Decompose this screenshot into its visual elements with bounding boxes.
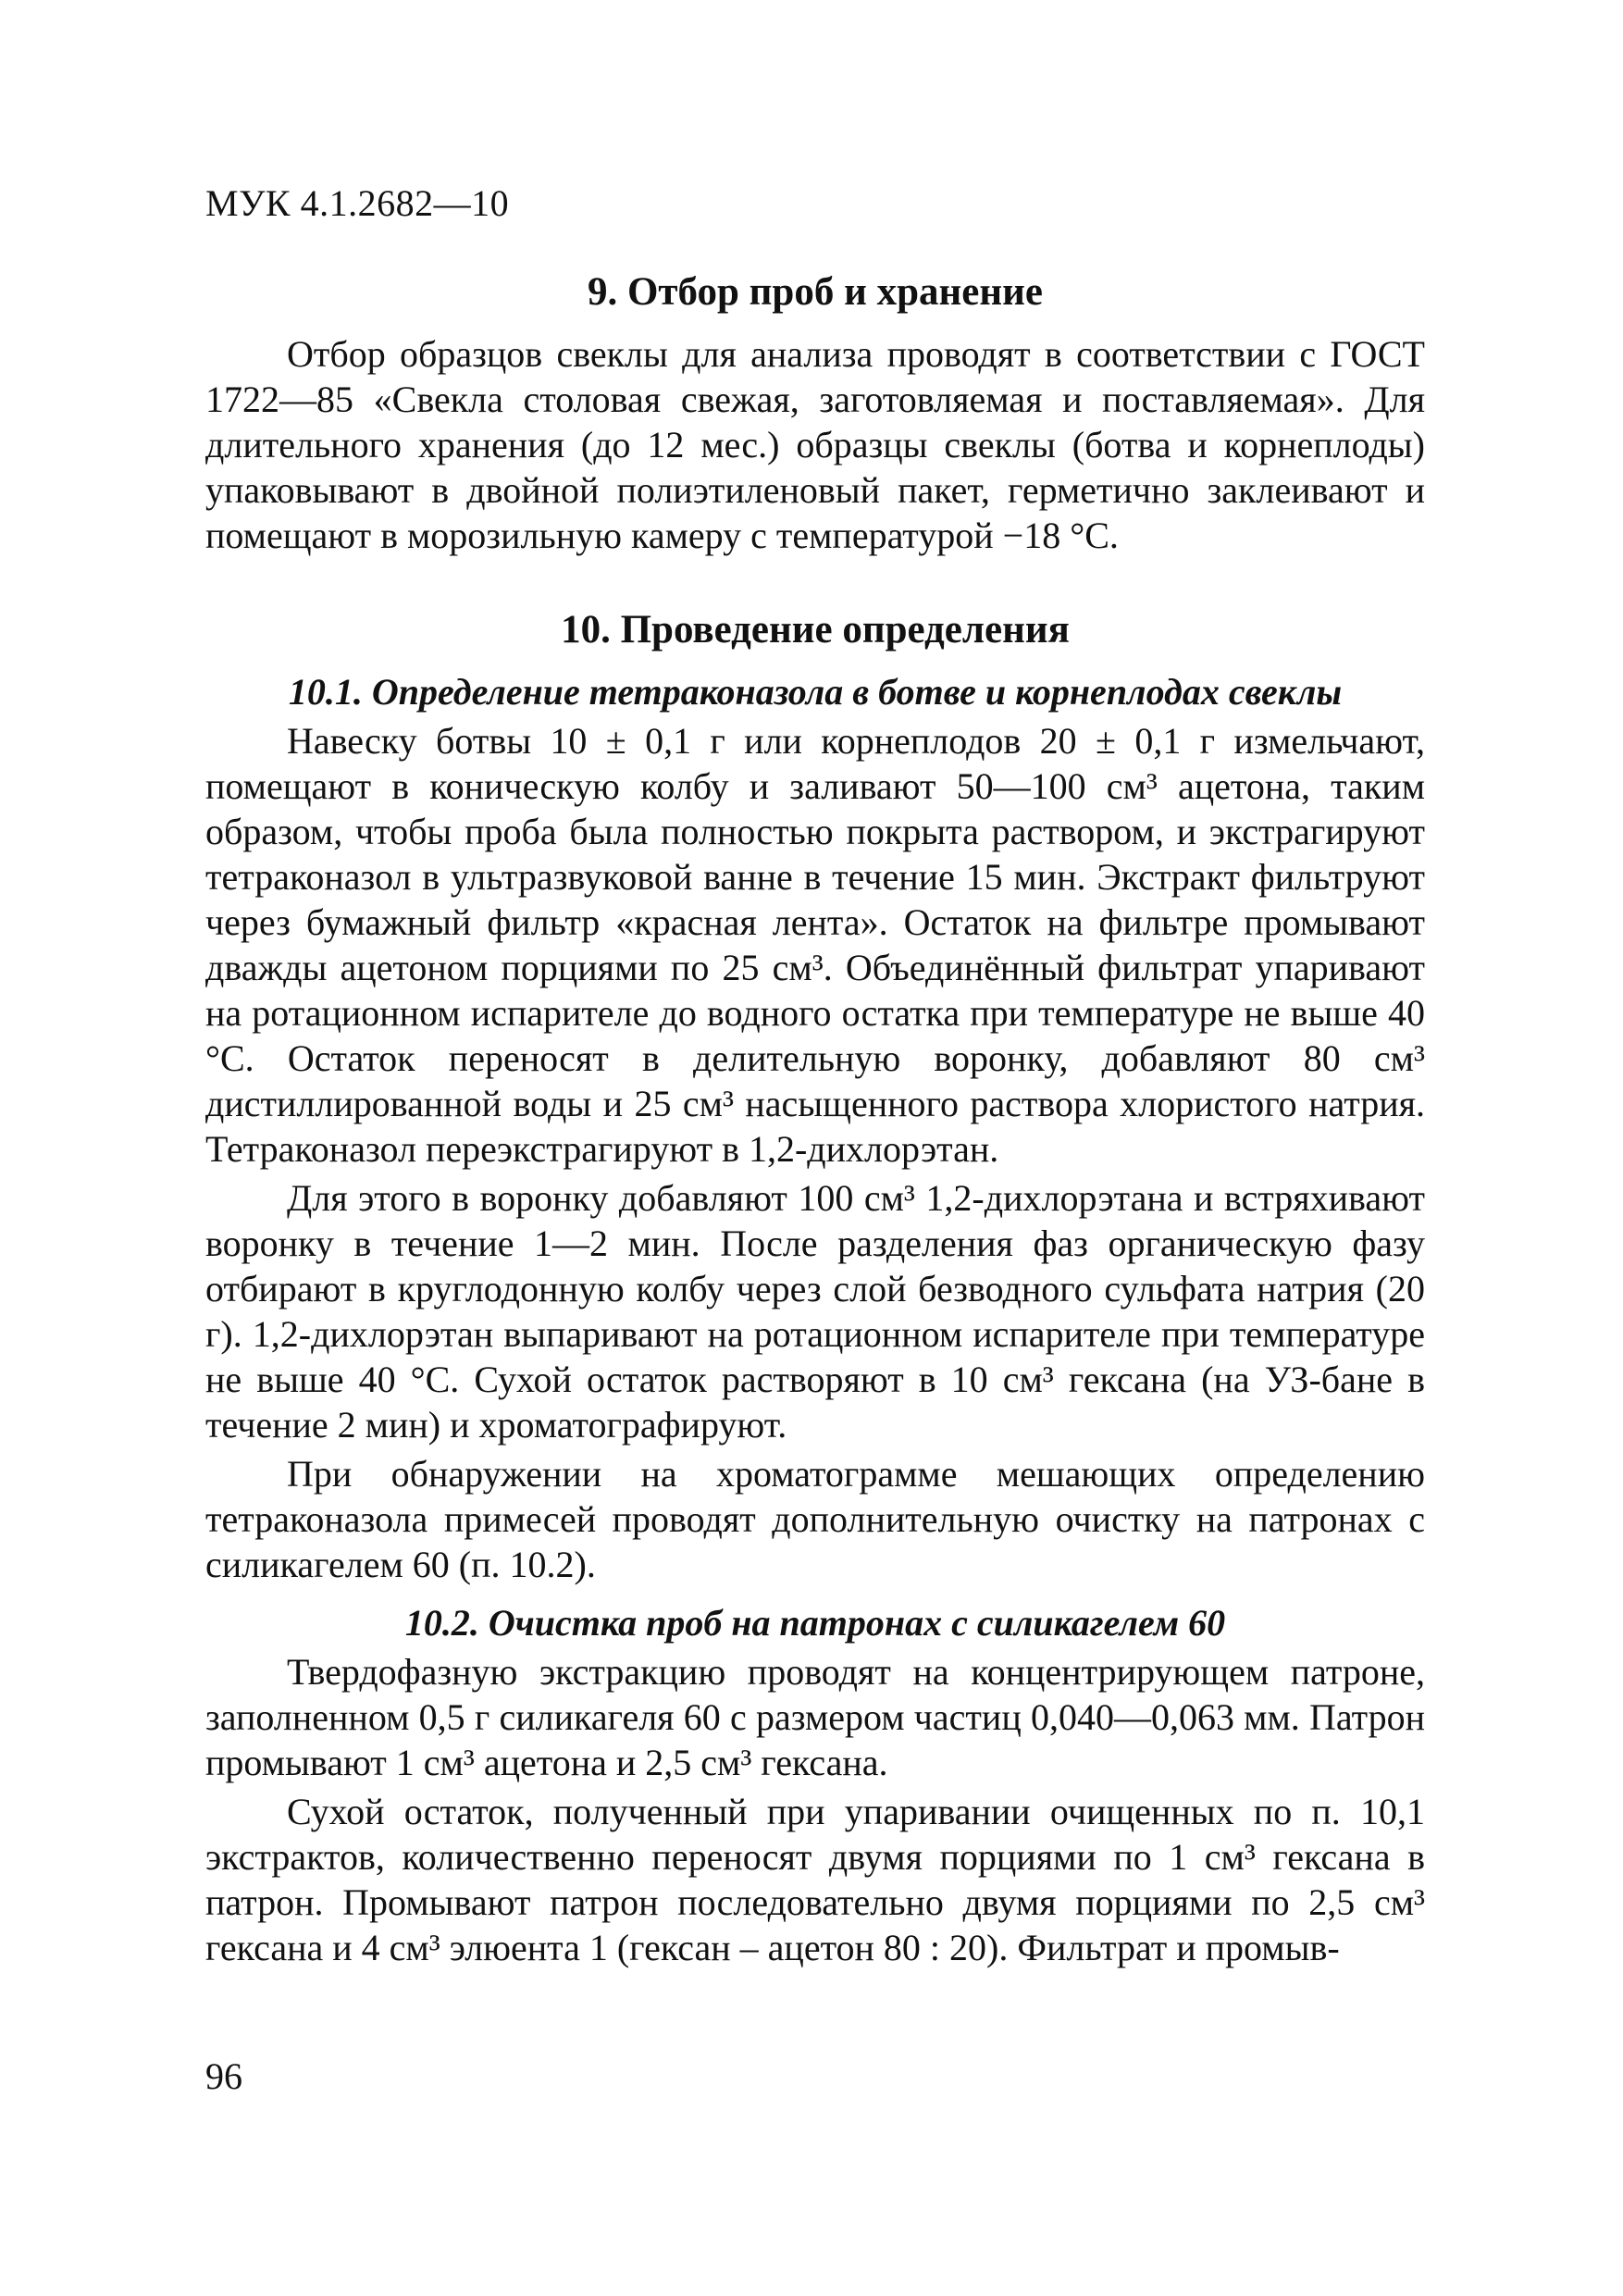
subsection-10-1-paragraph-2: Для этого в воронку добавляют 100 см³ 1,2-дихлорэтана и встряхивают воронку в течение 1—2 мин. После разделения фаз органическую фазу отбирают в круглодонную колбу через слой безводного сульфата натрия (20 г). 1,2-дихлорэтан выпаривают на ротационном испарителе при температуре не выше 40 °С. Сухой остаток растворяют в 10 см³ гексана (на УЗ-бане в течение 2 мин) и хроматографируют. [205, 1177, 1425, 1446]
subsection-10-1-title: 10.1. Определение тетраконазола в ботве и корнеплодах свеклы [288, 671, 1343, 713]
section-9-paragraph: Отбор образцов свеклы для анализа проводят в соответствии с ГОСТ 1722—85 «Свекла столовая свежая, заготовляемая и поставляемая». Для длительного хранения (до 12 мес.) образцы свеклы (ботва и корнеплоды) упаковывают в двойной полиэтиленовый пакет, герметично заклеивают и помещают в морозильную камеру с температурой −18 °С. [205, 333, 1425, 556]
section-9-title: 9. Отбор проб и хранение [587, 270, 1044, 314]
section-10-title: 10. Проведение определения [561, 608, 1070, 652]
subsection-10-2-paragraph-2: Сухой остаток, полученный при упаривании очищенных по п. 10,1 экстрактов, количественно переносят двумя порциями по 1 см³ гексана в патрон. Промывают патрон последовательно двумя порциями по 2,5 см³ гексана и 4 см³ элюента 1 (гексан – ацетон 80 : 20). Фильтрат и промыв- [205, 1791, 1425, 1968]
subsection-10-2-title: 10.2. Очистка проб на патронах с силикагелем 60 [404, 1602, 1226, 1644]
subsection-10-1-paragraph-3: При обнаружении на хроматограмме мешающих определению тетраконазола примесей проводят дополнительную очистку на патронах с силикагелем 60 (п. 10.2). [205, 1453, 1425, 1585]
page-number: 96 [205, 2055, 242, 2097]
page-content [205, 268, 1425, 1974]
subsection-10-1-paragraph-1: Навеску ботвы 10 ± 0,1 г или корнеплодов 20 ± 0,1 г измельчают, помещают в коническую колбу и заливают 50—100 см³ ацетона, таким образом, чтобы проба была полностью покрыта раствором, и экстрагируют тетраконазол в ультразвуковой ванне в течение 15 мин. Экстракт фильтруют через бумажный фильтр «красная лента». Остаток на фильтре промывают дважды ацетоном порциями по 25 см³. Объединённый фильтрат упаривают на ротационном испарителе до водного остатка при температуре не выше 40 °С. Остаток переносят в делительную воронку, добавляют 80 см³ дистиллированной воды и 25 см³ насыщенного раствора хлористого натрия. Тетраконазол переэкстрагируют в 1,2-дихлорэтан. [205, 720, 1425, 1170]
document-code-header: МУК 4.1.2682—10 [205, 182, 510, 224]
subsection-10-2-paragraph-1: Твердофазную экстракцию проводят на концентрирующем патроне, заполненном 0,5 г силикагеля 60 с размером частиц 0,040—0,063 мм. Патрон промывают 1 см³ ацетона и 2,5 см³ гексана. [205, 1651, 1425, 1783]
